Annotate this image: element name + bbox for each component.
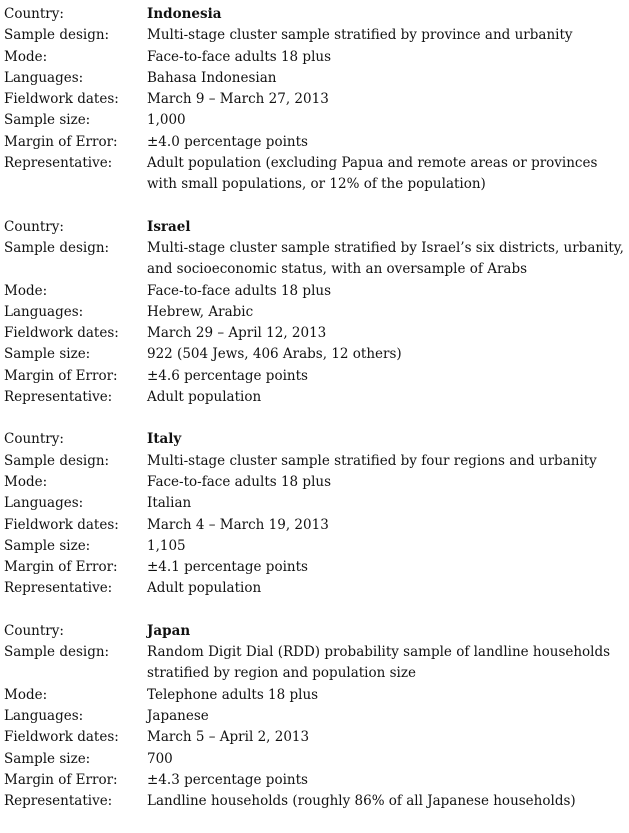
margin-of-error-label: Margin of Error: [4, 559, 118, 576]
fieldwork-dates-label: Fieldwork dates: [4, 729, 119, 746]
country-block-italy [4, 429, 626, 599]
country-row [4, 429, 626, 450]
margin-of-error-row [4, 770, 626, 791]
sample-size-value: 922 (504 Jews, 406 Arabs, 12 others) [147, 346, 402, 363]
fieldwork-dates-value: March 5 – April 2, 2013 [147, 729, 310, 746]
country-block-japan [4, 621, 626, 813]
languages-row [4, 706, 626, 727]
languages-label: Languages: [4, 495, 84, 512]
sample-size-label: Sample size: [4, 750, 91, 767]
representative-label: Representative: [4, 580, 113, 597]
country-row [4, 4, 626, 25]
country-row [4, 621, 626, 642]
fieldwork-dates-label: Fieldwork dates: [4, 325, 119, 342]
sample-size-label: Sample size: [4, 346, 91, 363]
languages-value: Bahasa Indonesian [147, 69, 277, 86]
margin-of-error-label: Margin of Error: [4, 133, 118, 150]
sample-design-value: Multi-stage cluster sample stratified by Israel’s six districts, urbanity, and socioeconomic status, with an oversample of Arabs [147, 239, 624, 278]
sample-size-label: Sample size: [4, 112, 91, 129]
sample-design-label: Sample design: [4, 452, 110, 469]
country-label: Country: [4, 218, 64, 235]
fieldwork-dates-label: Fieldwork dates: [4, 516, 119, 533]
fieldwork-dates-value: March 9 – March 27, 2013 [147, 91, 329, 108]
fieldwork-dates-label: Fieldwork dates: [4, 91, 119, 108]
sample-design-value: Multi-stage cluster sample stratified by province and urbanity [147, 27, 573, 44]
country-name: Japan [147, 622, 191, 639]
mode-value: Face-to-face adults 18 plus [147, 473, 332, 490]
margin-of-error-value: ±4.3 percentage points [147, 771, 308, 788]
fieldwork-dates-row [4, 323, 626, 344]
fieldwork-dates-row [4, 727, 626, 748]
country-label: Country: [4, 6, 64, 22]
sample-design-row [4, 451, 626, 472]
margin-of-error-row [4, 557, 626, 578]
mode-value: Face-to-face adults 18 plus [147, 48, 332, 65]
mode-label: Mode: [4, 282, 48, 299]
representative-value: Adult population [147, 580, 262, 597]
representative-row [4, 153, 626, 196]
mode-row [4, 685, 626, 706]
country-row [4, 217, 626, 238]
sample-size-row [4, 749, 626, 770]
mode-value: Telephone adults 18 plus [147, 686, 319, 703]
sample-design-label: Sample design: [4, 27, 110, 44]
fieldwork-dates-value: March 4 – March 19, 2013 [147, 516, 329, 533]
languages-label: Languages: [4, 707, 84, 724]
country-label: Country: [4, 431, 64, 448]
margin-of-error-label: Margin of Error: [4, 367, 118, 384]
fieldwork-dates-value: March 29 – April 12, 2013 [147, 325, 327, 342]
sample-size-row [4, 536, 626, 557]
margin-of-error-value: ±4.0 percentage points [147, 133, 308, 150]
sample-size-value: 1,105 [147, 537, 186, 554]
sample-design-row [4, 25, 626, 46]
sample-design-value: Random Digit Dial (RDD) probability sample of landline households stratified by region and population size [147, 644, 611, 682]
representative-row [4, 791, 626, 812]
representative-label: Representative: [4, 793, 113, 810]
country-block-indonesia [4, 4, 626, 196]
fieldwork-dates-row [4, 515, 626, 536]
mode-label: Mode: [4, 473, 48, 490]
representative-label: Representative: [4, 155, 113, 172]
mode-value: Face-to-face adults 18 plus [147, 282, 332, 299]
languages-value: Japanese [147, 707, 209, 724]
mode-row [4, 472, 626, 493]
fieldwork-dates-row [4, 89, 626, 110]
mode-label: Mode: [4, 686, 48, 703]
mode-label: Mode: [4, 48, 48, 65]
representative-row [4, 387, 626, 408]
languages-value: Hebrew, Arabic [147, 303, 254, 320]
sample-design-row [4, 238, 626, 281]
mode-row [4, 47, 626, 68]
sample-size-label: Sample size: [4, 537, 91, 554]
languages-value: Italian [147, 495, 192, 512]
country-name: Indonesia [147, 6, 222, 22]
sample-design-label: Sample design: [4, 239, 110, 256]
sample-design-label: Sample design: [4, 644, 110, 661]
languages-label: Languages: [4, 69, 84, 86]
sample-size-value: 700 [147, 750, 173, 767]
margin-of-error-row [4, 366, 626, 387]
margin-of-error-label: Margin of Error: [4, 771, 118, 788]
country-block-israel [4, 217, 626, 409]
representative-label: Representative: [4, 389, 113, 406]
representative-row [4, 578, 626, 599]
sample-size-value: 1,000 [147, 112, 186, 129]
sample-size-row [4, 110, 626, 131]
languages-row [4, 493, 626, 514]
margin-of-error-value: ±4.6 percentage points [147, 367, 308, 384]
country-name: Israel [147, 218, 191, 235]
mode-row [4, 281, 626, 302]
languages-label: Languages: [4, 303, 84, 320]
sample-design-row [4, 642, 626, 685]
languages-row [4, 68, 626, 89]
survey-methodology-document [4, 4, 626, 833]
representative-value: Landline households (roughly 86% of all Japanese households) [147, 793, 576, 810]
sample-size-row [4, 344, 626, 365]
margin-of-error-row [4, 132, 626, 153]
representative-value: Adult population (excluding Papua and remote areas or provinces with small populations, or 12% of the population) [147, 155, 598, 193]
margin-of-error-value: ±4.1 percentage points [147, 559, 308, 576]
representative-value: Adult population [147, 389, 262, 406]
languages-row [4, 302, 626, 323]
country-label: Country: [4, 622, 64, 639]
sample-design-value: Multi-stage cluster sample stratified by four regions and urbanity [147, 452, 597, 469]
country-name: Italy [147, 431, 182, 448]
